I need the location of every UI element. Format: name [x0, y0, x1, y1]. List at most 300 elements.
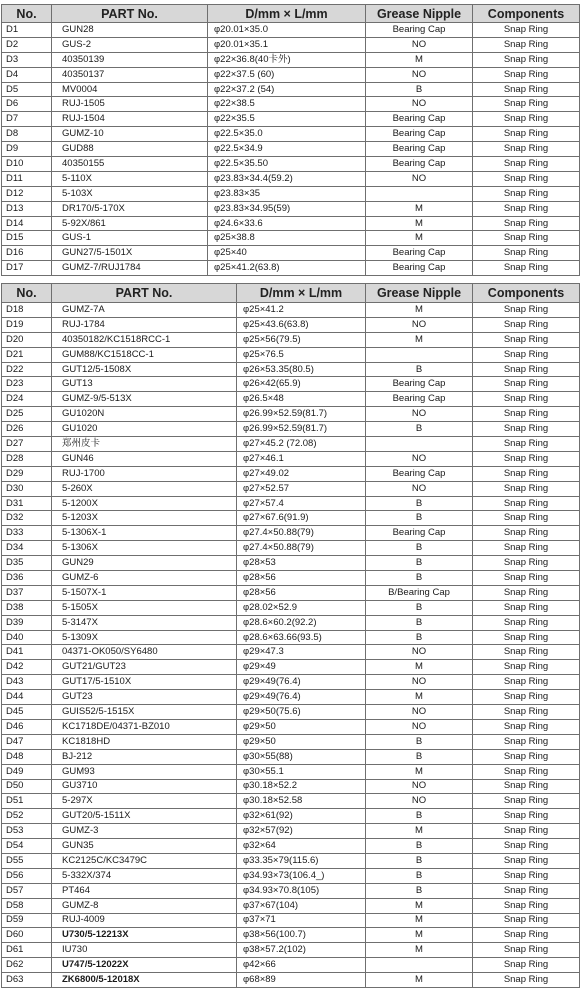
- cell-part-no: GUS-2: [52, 37, 208, 52]
- table-row: [2, 705, 580, 720]
- table-row: [2, 392, 580, 407]
- cell-part-no: RUJ-4009: [52, 913, 237, 928]
- cell-grease-nipple: M: [366, 303, 473, 318]
- cell-components: Snap Ring: [473, 157, 580, 172]
- cell-part-no: BJ-212: [52, 749, 237, 764]
- cell-grease-nipple: M: [366, 690, 473, 705]
- cell-no: D40: [2, 630, 52, 645]
- cell-dimensions: φ25×38.8: [208, 231, 366, 246]
- cell-part-no: RUJ-1700: [52, 466, 237, 481]
- cell-grease-nipple: NO: [366, 481, 473, 496]
- table-row: [2, 630, 580, 645]
- cell-part-no: ZK6800/5-12018X: [52, 973, 237, 988]
- cell-dimensions: φ24.6×33.6: [208, 216, 366, 231]
- cell-dimensions: φ26.99×52.59(81.7): [237, 407, 366, 422]
- cell-components: Snap Ring: [473, 127, 580, 142]
- cell-no: D12: [2, 186, 52, 201]
- cell-part-no: GUMZ-8: [52, 898, 237, 913]
- table-row: [2, 868, 580, 883]
- cell-no: D51: [2, 794, 52, 809]
- cell-dimensions: φ27×46.1: [237, 451, 366, 466]
- cell-dimensions: φ27×52.57: [237, 481, 366, 496]
- cell-dimensions: φ25×41.2: [237, 303, 366, 318]
- cell-components: Snap Ring: [473, 541, 580, 556]
- cell-part-no: GUN46: [52, 451, 237, 466]
- cell-grease-nipple: B: [366, 749, 473, 764]
- cell-grease-nipple: NO: [366, 97, 473, 112]
- header-dimensions: D/mm × L/mm: [237, 284, 366, 303]
- table-row: [2, 556, 580, 571]
- cell-components: Snap Ring: [473, 883, 580, 898]
- cell-grease-nipple: [366, 958, 473, 973]
- cell-no: D25: [2, 407, 52, 422]
- table-row: [2, 317, 580, 332]
- cell-dimensions: φ33.35×79(115.6): [237, 853, 366, 868]
- table-row: [2, 824, 580, 839]
- cell-no: D27: [2, 437, 52, 452]
- cell-components: Snap Ring: [473, 422, 580, 437]
- cell-components: Snap Ring: [473, 675, 580, 690]
- cell-dimensions: φ26.99×52.59(81.7): [237, 422, 366, 437]
- table-row: [2, 201, 580, 216]
- cell-part-no: IU730: [52, 943, 237, 958]
- table-row: [2, 943, 580, 958]
- cell-components: Snap Ring: [473, 407, 580, 422]
- cell-part-no: GUT13: [52, 377, 237, 392]
- table-row: [2, 511, 580, 526]
- cell-components: Snap Ring: [473, 824, 580, 839]
- cell-part-no: U747/5-12022X: [52, 958, 237, 973]
- cell-components: Snap Ring: [473, 451, 580, 466]
- table-row: [2, 23, 580, 38]
- cell-no: D30: [2, 481, 52, 496]
- header-grease-nipple: Grease Nipple: [366, 284, 473, 303]
- cell-no: D24: [2, 392, 52, 407]
- cell-components: Snap Ring: [473, 868, 580, 883]
- table-row: [2, 186, 580, 201]
- cell-dimensions: φ27×57.4: [237, 496, 366, 511]
- table-row: [2, 347, 580, 362]
- cell-grease-nipple: NO: [366, 794, 473, 809]
- cell-components: Snap Ring: [473, 437, 580, 452]
- cell-components: Snap Ring: [473, 332, 580, 347]
- table-row: [2, 127, 580, 142]
- cell-part-no: GUT17/5-1510X: [52, 675, 237, 690]
- cell-part-no: GUN35: [52, 839, 237, 854]
- cell-dimensions: φ32×64: [237, 839, 366, 854]
- cell-no: D18: [2, 303, 52, 318]
- table-row: [2, 883, 580, 898]
- cell-dimensions: φ34.93×70.8(105): [237, 883, 366, 898]
- cell-dimensions: φ22×36.8(40卡外): [208, 52, 366, 67]
- table-row: [2, 362, 580, 377]
- cell-part-no: 40350182/KC1518RCC-1: [52, 332, 237, 347]
- cell-no: D2: [2, 37, 52, 52]
- cell-dimensions: φ29×50: [237, 719, 366, 734]
- cell-no: D13: [2, 201, 52, 216]
- cell-no: D53: [2, 824, 52, 839]
- cell-components: Snap Ring: [473, 943, 580, 958]
- cell-grease-nipple: B/Bearing Cap: [366, 585, 473, 600]
- cell-grease-nipple: M: [366, 913, 473, 928]
- cell-dimensions: φ38×57.2(102): [237, 943, 366, 958]
- cell-part-no: 5-103X: [52, 186, 208, 201]
- cell-part-no: 郑州皮卡: [52, 437, 237, 452]
- cell-components: Snap Ring: [473, 585, 580, 600]
- table-header-row: [2, 284, 580, 303]
- cell-components: Snap Ring: [473, 481, 580, 496]
- cell-components: Snap Ring: [473, 600, 580, 615]
- cell-part-no: GUT21/GUT23: [52, 660, 237, 675]
- cell-no: D21: [2, 347, 52, 362]
- cell-components: Snap Ring: [473, 913, 580, 928]
- cell-components: Snap Ring: [473, 853, 580, 868]
- cell-grease-nipple: Bearing Cap: [366, 157, 473, 172]
- table-row: [2, 645, 580, 660]
- cell-grease-nipple: B: [366, 615, 473, 630]
- cell-dimensions: φ22.5×34.9: [208, 142, 366, 157]
- cell-components: Snap Ring: [473, 466, 580, 481]
- cell-grease-nipple: NO: [366, 645, 473, 660]
- cell-dimensions: φ37×71: [237, 913, 366, 928]
- parts-table-2: [1, 283, 580, 988]
- cell-grease-nipple: B: [366, 809, 473, 824]
- cell-components: Snap Ring: [473, 973, 580, 988]
- cell-dimensions: φ23.83×35: [208, 186, 366, 201]
- cell-no: D5: [2, 82, 52, 97]
- cell-components: Snap Ring: [473, 809, 580, 824]
- cell-no: D57: [2, 883, 52, 898]
- cell-grease-nipple: B: [366, 853, 473, 868]
- cell-no: D15: [2, 231, 52, 246]
- cell-components: Snap Ring: [473, 377, 580, 392]
- cell-part-no: 5-1505X: [52, 600, 237, 615]
- cell-no: D1: [2, 23, 52, 38]
- cell-part-no: GUM93: [52, 764, 237, 779]
- cell-no: D45: [2, 705, 52, 720]
- cell-no: D38: [2, 600, 52, 615]
- cell-grease-nipple: B: [366, 541, 473, 556]
- header-grease-nipple: Grease Nipple: [366, 5, 473, 23]
- cell-components: Snap Ring: [473, 734, 580, 749]
- cell-no: D50: [2, 779, 52, 794]
- cell-part-no: 5-1306X-1: [52, 526, 237, 541]
- cell-components: Snap Ring: [473, 764, 580, 779]
- cell-grease-nipple: [366, 347, 473, 362]
- cell-dimensions: φ28×56: [237, 571, 366, 586]
- cell-part-no: GUN27/5-1501X: [52, 246, 208, 261]
- cell-grease-nipple: [366, 186, 473, 201]
- cell-components: Snap Ring: [473, 705, 580, 720]
- cell-grease-nipple: NO: [366, 451, 473, 466]
- cell-grease-nipple: Bearing Cap: [366, 392, 473, 407]
- table-row: [2, 571, 580, 586]
- cell-dimensions: φ26.5×48: [237, 392, 366, 407]
- cell-no: D29: [2, 466, 52, 481]
- cell-part-no: 5-1309X: [52, 630, 237, 645]
- cell-grease-nipple: B: [366, 883, 473, 898]
- table-row: [2, 422, 580, 437]
- cell-dimensions: φ30×55.1: [237, 764, 366, 779]
- table-row: [2, 958, 580, 973]
- cell-no: D33: [2, 526, 52, 541]
- cell-part-no: GUMZ-7A: [52, 303, 237, 318]
- cell-no: D58: [2, 898, 52, 913]
- header-part-no: PART No.: [52, 284, 237, 303]
- cell-no: D23: [2, 377, 52, 392]
- cell-no: D10: [2, 157, 52, 172]
- cell-components: Snap Ring: [473, 142, 580, 157]
- cell-no: D14: [2, 216, 52, 231]
- cell-components: Snap Ring: [473, 171, 580, 186]
- cell-grease-nipple: B: [366, 571, 473, 586]
- cell-grease-nipple: M: [366, 231, 473, 246]
- cell-grease-nipple: B: [366, 600, 473, 615]
- cell-dimensions: φ30.18×52.2: [237, 779, 366, 794]
- table-row: [2, 615, 580, 630]
- cell-part-no: 5-3147X: [52, 615, 237, 630]
- cell-dimensions: φ29×49(76.4): [237, 675, 366, 690]
- cell-dimensions: φ23.83×34.95(59): [208, 201, 366, 216]
- cell-grease-nipple: B: [366, 496, 473, 511]
- cell-part-no: RUJ-1784: [52, 317, 237, 332]
- table-row: [2, 97, 580, 112]
- cell-grease-nipple: B: [366, 82, 473, 97]
- cell-dimensions: φ29×50: [237, 734, 366, 749]
- cell-components: Snap Ring: [473, 347, 580, 362]
- cell-no: D43: [2, 675, 52, 690]
- table-row: [2, 377, 580, 392]
- cell-no: D9: [2, 142, 52, 157]
- cell-no: D32: [2, 511, 52, 526]
- table-row: [2, 67, 580, 82]
- cell-components: Snap Ring: [473, 898, 580, 913]
- cell-dimensions: φ30×55(88): [237, 749, 366, 764]
- cell-dimensions: φ37×67(104): [237, 898, 366, 913]
- cell-grease-nipple: Bearing Cap: [366, 246, 473, 261]
- cell-components: Snap Ring: [473, 201, 580, 216]
- cell-no: D31: [2, 496, 52, 511]
- cell-part-no: 40350139: [52, 52, 208, 67]
- table-row: [2, 496, 580, 511]
- cell-grease-nipple: NO: [366, 67, 473, 82]
- cell-part-no: RUJ-1505: [52, 97, 208, 112]
- cell-components: Snap Ring: [473, 928, 580, 943]
- table-row: [2, 481, 580, 496]
- cell-components: Snap Ring: [473, 52, 580, 67]
- cell-dimensions: φ29×47.3: [237, 645, 366, 660]
- cell-part-no: KC1718DE/04371-BZ010: [52, 719, 237, 734]
- cell-components: Snap Ring: [473, 23, 580, 38]
- cell-grease-nipple: NO: [366, 171, 473, 186]
- cell-part-no: GUMZ-9/5-513X: [52, 392, 237, 407]
- table-row: [2, 585, 580, 600]
- header-no: No.: [2, 5, 52, 23]
- cell-dimensions: φ68×89: [237, 973, 366, 988]
- cell-grease-nipple: Bearing Cap: [366, 142, 473, 157]
- cell-grease-nipple: M: [366, 764, 473, 779]
- cell-part-no: GUT20/5-1511X: [52, 809, 237, 824]
- cell-part-no: 40350137: [52, 67, 208, 82]
- cell-grease-nipple: M: [366, 216, 473, 231]
- cell-dimensions: φ32×57(92): [237, 824, 366, 839]
- cell-no: D60: [2, 928, 52, 943]
- cell-components: Snap Ring: [473, 67, 580, 82]
- cell-grease-nipple: B: [366, 511, 473, 526]
- cell-part-no: KC1818HD: [52, 734, 237, 749]
- cell-part-no: GUN29: [52, 556, 237, 571]
- cell-components: Snap Ring: [473, 392, 580, 407]
- cell-components: Snap Ring: [473, 82, 580, 97]
- cell-dimensions: φ22.5×35.50: [208, 157, 366, 172]
- cell-grease-nipple: Bearing Cap: [366, 261, 473, 276]
- cell-no: D59: [2, 913, 52, 928]
- cell-dimensions: φ26×42(65.9): [237, 377, 366, 392]
- cell-part-no: 5-332X/374: [52, 868, 237, 883]
- cell-no: D6: [2, 97, 52, 112]
- cell-grease-nipple: M: [366, 898, 473, 913]
- table-row: [2, 913, 580, 928]
- cell-grease-nipple: B: [366, 422, 473, 437]
- cell-no: D16: [2, 246, 52, 261]
- cell-part-no: GUD88: [52, 142, 208, 157]
- cell-grease-nipple: NO: [366, 779, 473, 794]
- table-row: [2, 794, 580, 809]
- cell-grease-nipple: M: [366, 660, 473, 675]
- cell-components: Snap Ring: [473, 779, 580, 794]
- header-components: Components: [473, 5, 580, 23]
- cell-components: Snap Ring: [473, 660, 580, 675]
- header-no: No.: [2, 284, 52, 303]
- cell-no: D17: [2, 261, 52, 276]
- cell-part-no: GUMZ-7/RUJ1784: [52, 261, 208, 276]
- cell-dimensions: φ27.4×50.88(79): [237, 526, 366, 541]
- cell-components: Snap Ring: [473, 839, 580, 854]
- cell-grease-nipple: B: [366, 630, 473, 645]
- cell-dimensions: φ30.18×52.58: [237, 794, 366, 809]
- cell-dimensions: φ32×61(92): [237, 809, 366, 824]
- cell-grease-nipple: [366, 437, 473, 452]
- cell-components: Snap Ring: [473, 571, 580, 586]
- table-row: [2, 764, 580, 779]
- cell-no: D55: [2, 853, 52, 868]
- cell-components: Snap Ring: [473, 97, 580, 112]
- cell-dimensions: φ28.02×52.9: [237, 600, 366, 615]
- cell-dimensions: φ27×49.02: [237, 466, 366, 481]
- cell-part-no: 5-92X/861: [52, 216, 208, 231]
- cell-part-no: GUMZ-10: [52, 127, 208, 142]
- table-row: [2, 466, 580, 481]
- cell-part-no: GUN28: [52, 23, 208, 38]
- cell-part-no: 5-297X: [52, 794, 237, 809]
- parts-table-1: [1, 4, 580, 276]
- cell-components: Snap Ring: [473, 630, 580, 645]
- cell-no: D35: [2, 556, 52, 571]
- cell-part-no: PT464: [52, 883, 237, 898]
- table-row: [2, 809, 580, 824]
- table-row: [2, 660, 580, 675]
- cell-no: D42: [2, 660, 52, 675]
- cell-components: Snap Ring: [473, 645, 580, 660]
- cell-dimensions: φ29×50(75.6): [237, 705, 366, 720]
- cell-dimensions: φ25×40: [208, 246, 366, 261]
- cell-components: Snap Ring: [473, 794, 580, 809]
- cell-dimensions: φ20.01×35.0: [208, 23, 366, 38]
- cell-part-no: GUT12/5-1508X: [52, 362, 237, 377]
- cell-no: D36: [2, 571, 52, 586]
- cell-part-no: GU1020N: [52, 407, 237, 422]
- cell-grease-nipple: Bearing Cap: [366, 127, 473, 142]
- cell-part-no: MV0004: [52, 82, 208, 97]
- cell-no: D52: [2, 809, 52, 824]
- table-row: [2, 52, 580, 67]
- table-row: [2, 451, 580, 466]
- cell-no: D26: [2, 422, 52, 437]
- cell-dimensions: φ22.5×35.0: [208, 127, 366, 142]
- cell-part-no: GUMZ-6: [52, 571, 237, 586]
- cell-components: Snap Ring: [473, 496, 580, 511]
- cell-dimensions: φ29×49: [237, 660, 366, 675]
- cell-dimensions: φ23.83×34.4(59.2): [208, 171, 366, 186]
- cell-dimensions: φ22×37.2 (54): [208, 82, 366, 97]
- cell-grease-nipple: NO: [366, 317, 473, 332]
- cell-grease-nipple: NO: [366, 407, 473, 422]
- cell-no: D20: [2, 332, 52, 347]
- cell-no: D28: [2, 451, 52, 466]
- cell-grease-nipple: M: [366, 928, 473, 943]
- table-row: [2, 690, 580, 705]
- cell-components: Snap Ring: [473, 511, 580, 526]
- cell-dimensions: φ29×49(76.4): [237, 690, 366, 705]
- cell-part-no: DR170/5-170X: [52, 201, 208, 216]
- cell-no: D48: [2, 749, 52, 764]
- table-row: [2, 928, 580, 943]
- cell-no: D19: [2, 317, 52, 332]
- cell-no: D34: [2, 541, 52, 556]
- cell-components: Snap Ring: [473, 303, 580, 318]
- cell-grease-nipple: Bearing Cap: [366, 377, 473, 392]
- cell-dimensions: φ28.6×63.66(93.5): [237, 630, 366, 645]
- cell-components: Snap Ring: [473, 749, 580, 764]
- cell-no: D8: [2, 127, 52, 142]
- cell-grease-nipple: M: [366, 973, 473, 988]
- header-dimensions: D/mm × L/mm: [208, 5, 366, 23]
- cell-dimensions: φ20.01×35.1: [208, 37, 366, 52]
- cell-part-no: GUT23: [52, 690, 237, 705]
- table-row: [2, 407, 580, 422]
- cell-components: Snap Ring: [473, 526, 580, 541]
- cell-dimensions: φ28×56: [237, 585, 366, 600]
- cell-grease-nipple: M: [366, 332, 473, 347]
- table-row: [2, 112, 580, 127]
- cell-dimensions: φ27×67.6(91.9): [237, 511, 366, 526]
- table-header-row: [2, 5, 580, 23]
- cell-dimensions: φ22×35.5: [208, 112, 366, 127]
- cell-no: D61: [2, 943, 52, 958]
- cell-grease-nipple: B: [366, 362, 473, 377]
- cell-part-no: GUMZ-3: [52, 824, 237, 839]
- cell-grease-nipple: Bearing Cap: [366, 526, 473, 541]
- cell-part-no: 04371-OK050/SY6480: [52, 645, 237, 660]
- cell-grease-nipple: Bearing Cap: [366, 23, 473, 38]
- cell-grease-nipple: Bearing Cap: [366, 112, 473, 127]
- table-row: [2, 246, 580, 261]
- cell-part-no: GU3710: [52, 779, 237, 794]
- cell-components: Snap Ring: [473, 690, 580, 705]
- cell-grease-nipple: M: [366, 52, 473, 67]
- cell-dimensions: φ28.6×60.2(92.2): [237, 615, 366, 630]
- table-row: [2, 82, 580, 97]
